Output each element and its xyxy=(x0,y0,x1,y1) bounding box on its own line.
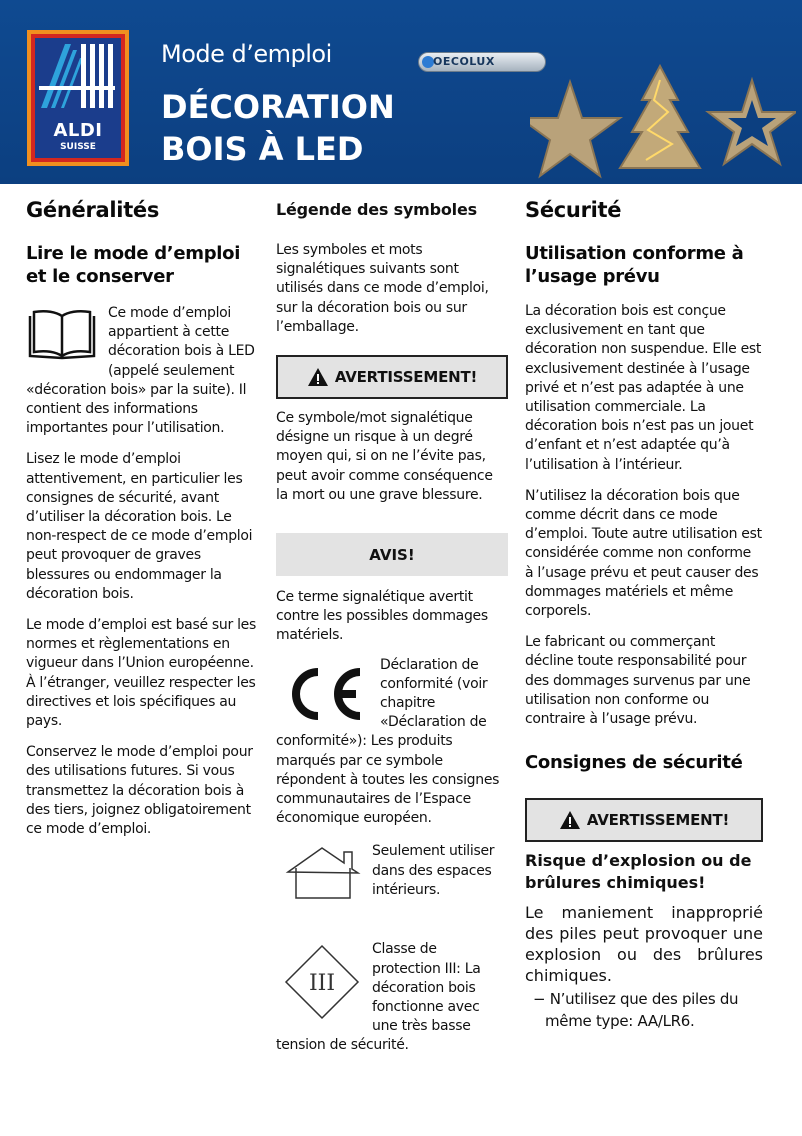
warning-label: AVERTISSEMENT! xyxy=(334,368,478,387)
aldi-logo xyxy=(27,30,129,166)
warning-box-securite xyxy=(525,798,763,842)
book-icon xyxy=(26,308,98,362)
paragraph-ce: Déclaration de conformité (voir chapitre «Déclaration de conformité»): Les produits marqués par ce symbole répondent à toutes les consignes communautaires de l’Espace économique européen. xyxy=(276,656,500,827)
indoor-house-icon xyxy=(282,846,364,902)
subheading-utilisation-conforme: Utilisation conforme à l’usage prévu xyxy=(525,243,744,287)
doc-title-line1: DÉCORATION xyxy=(161,88,395,126)
star-decoration-icon xyxy=(530,82,620,176)
heading-securite: Sécurité xyxy=(525,198,622,222)
ce-mark-icon xyxy=(284,666,364,722)
brand-text: OECOLUX xyxy=(433,55,495,68)
paragraph-usage-1: La décoration bois est conçue exclusivement en tant que décoration non suspendue. Elle est exclusivement destinée à l’usage privé et n’est pas adaptée à une utilisation commerciale. La décoration bois n’est pas un jouet d’enfant et n’est adaptée qu’à l’utilisation à l’intérieur. xyxy=(525,303,762,473)
paragraph-class-iii: Classe de protection III: La décoration bois fonctionne avec une très basse tension de sécurité. xyxy=(276,941,481,1054)
avis-box xyxy=(276,533,508,576)
paragraph-normes: Le mode d’emploi est basé sur les normes et règlementations en vigueur dans l’Union européenne. À l’étranger, veuillez respecter les directives et lois spécifiques au pays. xyxy=(26,617,256,730)
doc-subtitle: Mode d’emploi xyxy=(161,40,332,68)
doc-title xyxy=(161,86,395,170)
header-banner xyxy=(0,0,802,184)
paragraph-warning: Ce symbole/mot signalétique désigne un risque à un degré moyen qui, si on ne l’évite pas, peut avoir comme conséquence la mort ou une grave blessure. xyxy=(276,410,493,503)
list-item-piles: − N’utilisez que des piles du même type: AA/LR6. xyxy=(533,990,739,1031)
paragraph-avis: Ce terme signalétique avertit contre les possibles dommages matériels. xyxy=(276,589,488,644)
doc-title-line2: BOIS À LED xyxy=(161,130,364,168)
class-iii-symbol: III xyxy=(308,971,336,997)
warning-triangle-icon xyxy=(559,810,581,830)
avis-label: AVIS! xyxy=(369,545,415,564)
warning-label-securite: AVERTISSEMENT! xyxy=(586,811,730,830)
paragraph-usage-3: Le fabricant ou commerçant décline toute responsabilité pour des dommages survenus par une utilisation non conforme ou contraire à l’usage prévu. xyxy=(525,634,751,728)
subheading-lire-conserver: Lire le mode d’emploi et le conserver xyxy=(26,243,241,287)
logo-suisse-text: SUISSE xyxy=(60,142,96,152)
aldi-stripes-icon xyxy=(35,38,121,118)
logo-aldi-text: ALDI xyxy=(53,120,103,141)
warning-box xyxy=(276,355,508,399)
paragraph-intro: Ce mode d’emploi appartient à cette décoration bois à LED (appelé seulement «décoration bois» par la suite). Il contient des informations importantes pour l’utilisation. xyxy=(26,305,255,437)
product-decoration-image xyxy=(530,60,796,184)
column-securite xyxy=(525,196,763,1032)
warning-triangle-icon xyxy=(307,367,329,387)
paragraph-indoor: Seulement utiliser dans des espaces intérieurs. xyxy=(372,843,495,898)
column-legende xyxy=(276,196,508,1056)
heading-generalites: Généralités xyxy=(26,198,160,222)
heading-risque-explosion: Risque d’explosion ou de brûlures chimiques! xyxy=(525,851,752,893)
paragraph-risque: Le maniement inapproprié des piles peut provoquer une explosion ou des brûlures chimiques. xyxy=(525,903,763,986)
column-generalites xyxy=(26,196,258,839)
heading-consignes-securite: Consignes de sécurité xyxy=(525,752,743,774)
paragraph-conservez: Conservez le mode d’emploi pour des utilisations futures. Si vous transmettez la décoration bois à des tiers, joignez obligatoirement ce mode d’emploi. xyxy=(26,744,253,838)
protection-class-iii-icon xyxy=(284,944,366,1028)
paragraph-usage-2: N’utilisez la décoration bois que comme décrit dans ce mode d’emploi. Toute autre utilisation est considérée comme non conforme à l’usage prévu et peut causer des dommages matériels et même corporels. xyxy=(525,487,762,620)
heading-legende: Légende des symboles xyxy=(276,200,477,219)
paragraph-lisez: Lisez le mode d’emploi attentivement, en particulier les consignes de sécurité, avant d’utiliser la décoration bois. Le non-respect de ce mode d’emploi peut provoquer de graves blessures ou endommager la décoration bois. xyxy=(26,451,253,602)
paragraph-legende-intro: Les symboles et mots signalétiques suivants sont utilisés dans ce mode d’emploi, sur la décoration bois ou sur l’emballage. xyxy=(276,242,489,335)
oecolux-brand-logo xyxy=(418,52,546,72)
